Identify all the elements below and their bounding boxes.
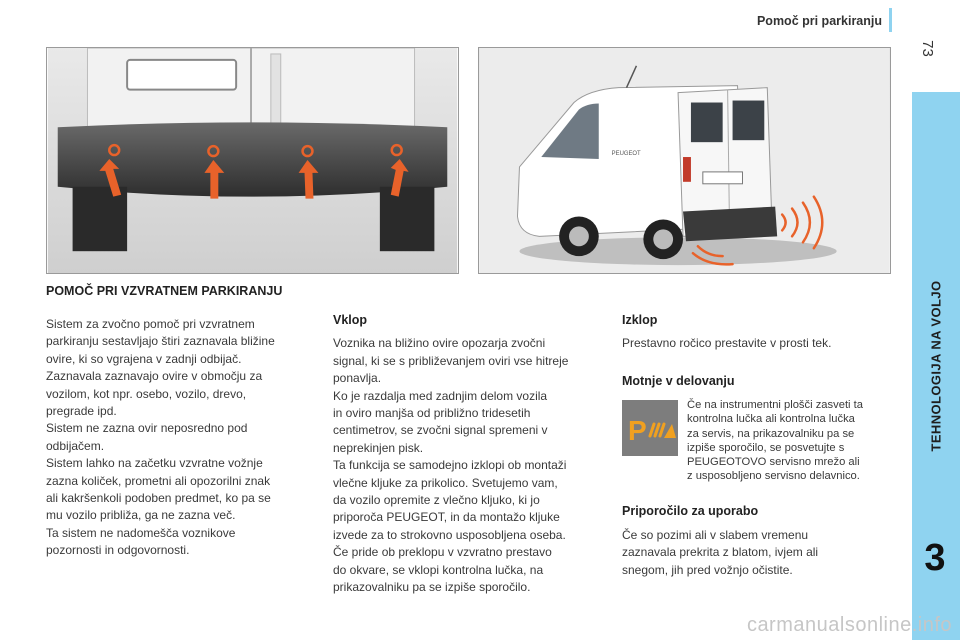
van-badge: PEUGEOT xyxy=(611,151,641,158)
intro-text: Sistem za zvočno pomoč pri vzvratnem parkiranju sestavljajo štiri zaznavala bližine ovire, ki so vgrajena v zadnji odbijač. Zaznavala zaznavajo ovire v območju za vozilom, kot npr. osebo, vozilo, drevo, pregrade ipd. Sistem ne zazna ovir neposredno pod odbijačem. Sistem lahko na začetku vzvratne vožnje zazna količek, prometni ali opozorilni znak ali kakršenkoli podoben predmet, ko pa se mu vozilo približa, ga ne zazna več. Ta sistem ne nadomešča voznikove pozornosti in odgovornosti. xyxy=(46,317,275,558)
van-parking-sensor-image xyxy=(479,48,890,273)
priporocilo-text: Če so pozimi ali v slabem vremenu zaznavala prekrita z blatom, ivjem ali snegom, jih pred vožnjo očistite. xyxy=(622,527,819,577)
rear-bumper-sensors-image xyxy=(47,48,458,273)
vklop-heading: Vklop xyxy=(333,313,368,327)
page-header-title: Pomoč pri parkiranju xyxy=(756,14,882,28)
section-heading: POMOČ PRI VZVRATNEM PARKIRANJU xyxy=(46,284,283,298)
van-illustration xyxy=(478,47,891,274)
motnje-text: Če na instrumentni plošči zasveti ta kontrolna lučka ali kontrolna lučka za servis, na prikazovalniku pa se izpiše sporočilo, se posvetujte s PEUGEOTOVO servisno mrežo ali z usposobljeno servisno delavnico. xyxy=(687,399,863,483)
header-accent-line xyxy=(889,8,892,32)
svg-text:P: P xyxy=(628,415,647,447)
priporocilo-heading: Priporočilo za uporabo xyxy=(622,504,759,519)
izklop-text: Prestavno ročico prestavite v prosti tek. xyxy=(622,336,832,351)
page-number: 73 xyxy=(919,40,937,57)
motnje-row xyxy=(622,398,892,483)
vklop-text: Voznika na bližino ovire opozarja zvočni signal, ki se s približevanjem oviri vse hitreje ponavlja. Ko je razdalja med zadnjim delom vozila in oviro manjša od približno tridesetih centimetrov, se zvočni signal spremeni v neprekinjen pisk. Ta funkcija se samodejno izklopi ob montaži vlečne kljuke za prikolico. Svetujemo vam, da vozilo opremite z vlečno kljuko, ki jo priporoča PEUGEOT, in da montažo kljuke izvede za to strokovno usposobljena oseba. Če pride ob preklopu v vzvratno prestavo do okvare, se vklopi kontrolna lučka, na prikazovalniku pa se izpiše sporočilo. xyxy=(333,336,569,595)
watermark: carmanualsonline.info xyxy=(746,614,952,636)
chapter-number: 3 xyxy=(924,537,946,579)
vklop-column xyxy=(333,312,607,597)
chapter-title: TEHNOLOGIJA NA VOLJO xyxy=(928,280,944,452)
intro-column xyxy=(46,316,316,560)
rear-bumper-illustration xyxy=(46,47,459,274)
motnje-heading: Motnje v delovanju xyxy=(622,373,735,388)
right-column xyxy=(622,312,892,579)
parking-sensor-fault-icon xyxy=(622,400,678,456)
izklop-heading: Izklop xyxy=(622,313,658,327)
